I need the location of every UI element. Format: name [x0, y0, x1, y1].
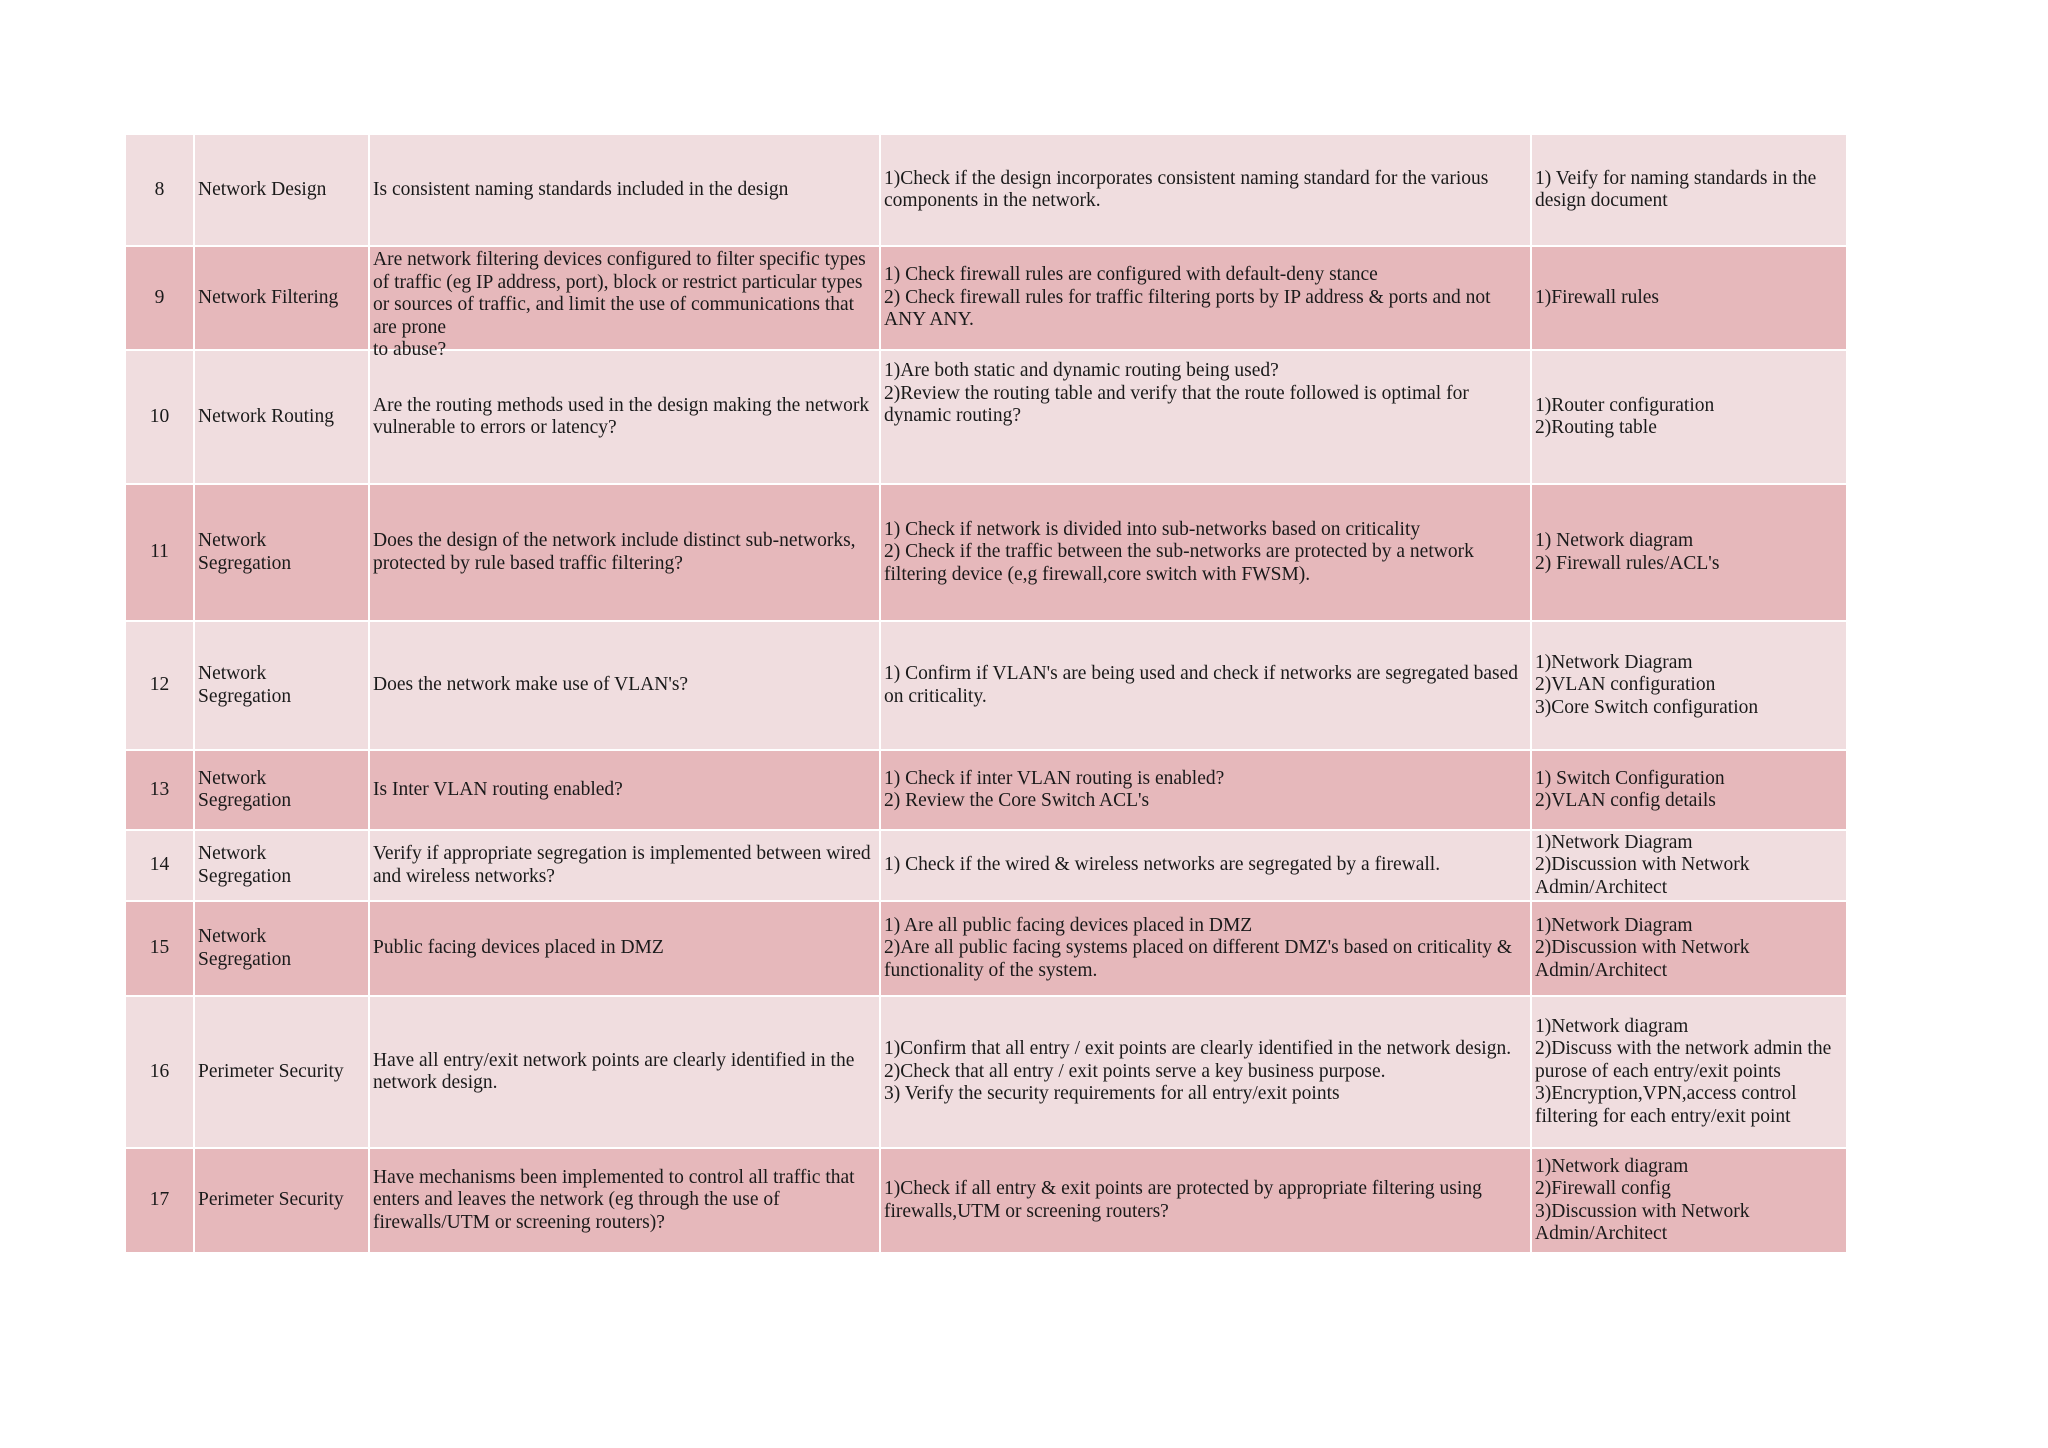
- evidence: 1)Firewall rules: [1531, 246, 1847, 350]
- audit-checks: 1)Confirm that all entry / exit points are clearly identified in the network design. 2)Check that all entry / exit points serve a key business purpose. 3) Verify the security requirements for all entry/exit points: [880, 996, 1531, 1148]
- evidence: 1) Veify for naming standards in the design document: [1531, 134, 1847, 246]
- table-row: [125, 134, 1847, 246]
- table-row: [125, 996, 1847, 1148]
- audit-checks: 1) Check if network is divided into sub-networks based on criticality 2) Check if the traffic between the sub-networks are protected by a network filtering device (e,g firewall,core switch with FWSM).: [880, 484, 1531, 621]
- audit-checks: 1) Check if inter VLAN routing is enabled? 2) Review the Core Switch ACL's: [880, 750, 1531, 830]
- control-question: Have all entry/exit network points are clearly identified in the network design.: [369, 996, 880, 1148]
- table-row: [125, 350, 1847, 484]
- control-area: Network Design: [194, 134, 369, 246]
- audit-checks: 1)Check if all entry & exit points are protected by appropriate filtering using firewalls,UTM or screening routers?: [880, 1148, 1531, 1253]
- audit-checks: 1)Are both static and dynamic routing being used? 2)Review the routing table and verify that the route followed is optimal for dynamic routing?: [880, 350, 1531, 484]
- control-area: Network Segregation: [194, 750, 369, 830]
- table-row: [125, 621, 1847, 750]
- row-number: 14: [125, 830, 194, 901]
- control-area: Network Filtering: [194, 246, 369, 350]
- control-area: Perimeter Security: [194, 996, 369, 1148]
- control-area: Perimeter Security: [194, 1148, 369, 1253]
- control-area: Network Segregation: [194, 830, 369, 901]
- row-number: 17: [125, 1148, 194, 1253]
- control-question: Are the routing methods used in the design making the network vulnerable to errors or latency?: [369, 350, 880, 484]
- table-row: [125, 1148, 1847, 1253]
- row-number: 12: [125, 621, 194, 750]
- control-question: [369, 246, 880, 360]
- audit-checks: 1) Check firewall rules are configured with default-deny stance 2) Check firewall rules for traffic filtering ports by IP address & ports and not ANY ANY.: [880, 246, 1531, 350]
- control-question: Does the network make use of VLAN's?: [369, 621, 880, 750]
- row-number: 16: [125, 996, 194, 1148]
- row-number: 11: [125, 484, 194, 621]
- table-row: [125, 750, 1847, 830]
- row-number: 10: [125, 350, 194, 484]
- evidence: 1)Network Diagram 2)VLAN configuration 3)Core Switch configuration: [1531, 621, 1847, 750]
- evidence: 1)Network Diagram 2)Discussion with Network Admin/Architect: [1531, 830, 1847, 901]
- audit-checks: 1)Check if the design incorporates consistent naming standard for the various components in the network.: [880, 134, 1531, 246]
- control-area: Network Routing: [194, 350, 369, 484]
- audit-checklist-table: [124, 133, 1848, 1254]
- audit-checks: 1) Confirm if VLAN's are being used and check if networks are segregated based on criticality.: [880, 621, 1531, 750]
- control-question: Public facing devices placed in DMZ: [369, 901, 880, 996]
- audit-checks: 1) Are all public facing devices placed in DMZ 2)Are all public facing systems placed on different DMZ's based on criticality & functionality of the system.: [880, 901, 1531, 996]
- control-question: Does the design of the network include distinct sub-networks, protected by rule based traffic filtering?: [369, 484, 880, 621]
- audit-checks: 1) Check if the wired & wireless networks are segregated by a firewall.: [880, 830, 1531, 901]
- evidence: 1)Network diagram 2)Firewall config 3)Discussion with Network Admin/Architect: [1531, 1148, 1847, 1253]
- row-number: 9: [125, 246, 194, 350]
- evidence: 1)Router configuration 2)Routing table: [1531, 350, 1847, 484]
- control-area: Network Segregation: [194, 901, 369, 996]
- control-question: Have mechanisms been implemented to control all traffic that enters and leaves the network (eg through the use of firewalls/UTM or screening routers)?: [369, 1148, 880, 1253]
- control-area: Network Segregation: [194, 484, 369, 621]
- control-area: Network Segregation: [194, 621, 369, 750]
- audit-checklist-sheet: [124, 133, 1846, 1254]
- evidence: 1) Switch Configuration 2)VLAN config details: [1531, 750, 1847, 830]
- control-question-text: Are network filtering devices configured to filter specific types of traffic (eg IP address, port), block or restrict particular types or sources of traffic, and limit the use of communications that are prone to abuse?: [373, 249, 866, 360]
- evidence: 1)Network Diagram 2)Discussion with Network Admin/Architect: [1531, 901, 1847, 996]
- evidence: 1) Network diagram 2) Firewall rules/ACL's: [1531, 484, 1847, 621]
- row-number: 8: [125, 134, 194, 246]
- table-row: [125, 830, 1847, 901]
- row-number: 15: [125, 901, 194, 996]
- control-question: Is consistent naming standards included in the design: [369, 134, 880, 246]
- table-row: [125, 246, 1847, 350]
- control-question: Verify if appropriate segregation is implemented between wired and wireless networks?: [369, 830, 880, 901]
- table-row: [125, 901, 1847, 996]
- evidence: 1)Network diagram 2)Discuss with the network admin the purose of each entry/exit points 3)Encryption,VPN,access control filtering for each entry/exit point: [1531, 996, 1847, 1148]
- table-row: [125, 484, 1847, 621]
- control-question: Is Inter VLAN routing enabled?: [369, 750, 880, 830]
- row-number: 13: [125, 750, 194, 830]
